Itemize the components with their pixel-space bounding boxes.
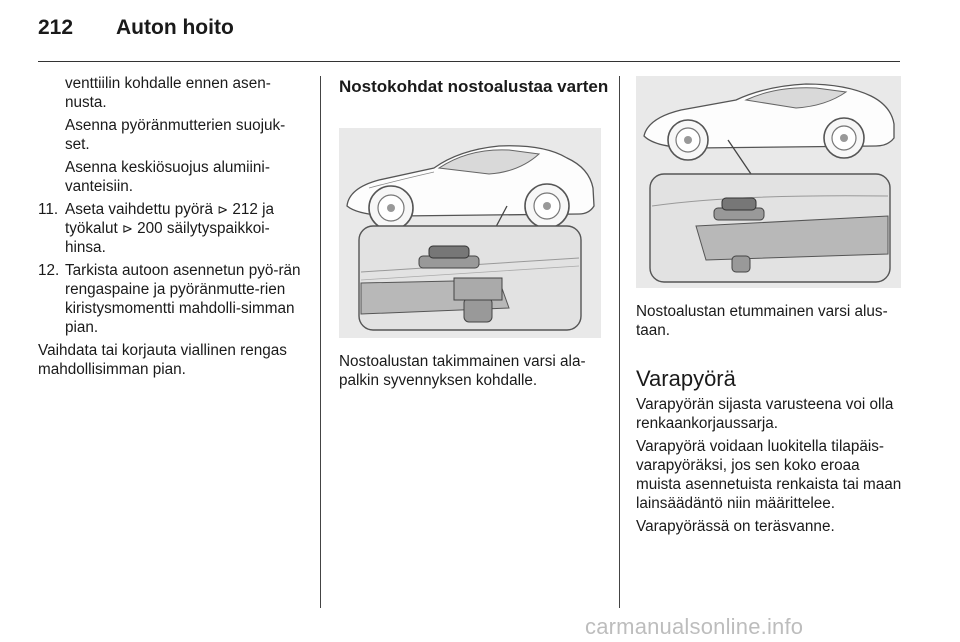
front-lift-point-illustration xyxy=(636,76,901,288)
spare-wheel-heading: Varapyörä xyxy=(636,366,736,391)
step-11 xyxy=(38,200,308,257)
watermark: carmanualsonline.info xyxy=(585,614,804,639)
column-3 xyxy=(636,302,904,540)
step-text: Tarkista autoon asennetun pyö-rän rengaspaine ja pyöränmutte-rien kiristysmomentti mahdolli-simman pian. xyxy=(65,262,301,336)
header-rule xyxy=(38,61,900,62)
page-reference-arrow-icon: ⊳ xyxy=(217,202,229,217)
front-lift-point-caption: Nostoalustan etummainen varsi alus-taan. xyxy=(636,303,888,339)
step-text-part: Aseta vaihdettu pyörä xyxy=(65,201,218,218)
step-text xyxy=(65,200,308,257)
page-reference-arrow-icon: ⊳ xyxy=(121,221,133,236)
column-divider-2 xyxy=(619,76,620,608)
rear-lift-point-caption: Nostoalustan takimmainen varsi ala-palkin syvennyksen kohdalle. xyxy=(339,353,586,389)
column-1 xyxy=(38,74,308,379)
spare-wheel-paragraph-2: Varapyörä voidaan luokitella tilapäis-varapyöräksi, jos sen koko eroaa muista asennetuista renkaista tai maan lainsäädäntö niin määrittelee. xyxy=(636,438,902,512)
closing-paragraph: Vaihdata tai korjauta viallinen rengas mahdollisimman pian. xyxy=(38,342,287,378)
running-title: Auton hoito xyxy=(116,16,234,39)
page-number: 212 xyxy=(38,16,74,39)
step-number: 12. xyxy=(38,262,60,279)
rear-lift-point-illustration xyxy=(339,128,601,338)
intro-line-1: venttiilin kohdalle ennen asen-nusta. xyxy=(65,75,271,111)
step-text-part: 212 ja työkalut xyxy=(65,201,275,237)
intro-line-3: Asenna keskiösuojus alumiini-vanteisiin. xyxy=(65,159,270,195)
lift-points-heading: Nostokohdat nostoalustaa varten xyxy=(339,77,609,96)
spare-wheel-paragraph-1: Varapyörän sijasta varusteena voi olla renkaankorjaussarja. xyxy=(636,396,894,432)
spare-wheel-paragraph-3: Varapyörässä on teräsvanne. xyxy=(636,518,835,535)
step-12 xyxy=(38,261,308,337)
column-divider-1 xyxy=(320,76,321,608)
step-number: 11. xyxy=(38,201,59,218)
intro-line-2: Asenna pyöränmutterien suojuk-set. xyxy=(65,117,286,153)
step-text-part: 200 säilytyspaikkoi-hinsa. xyxy=(65,220,270,256)
